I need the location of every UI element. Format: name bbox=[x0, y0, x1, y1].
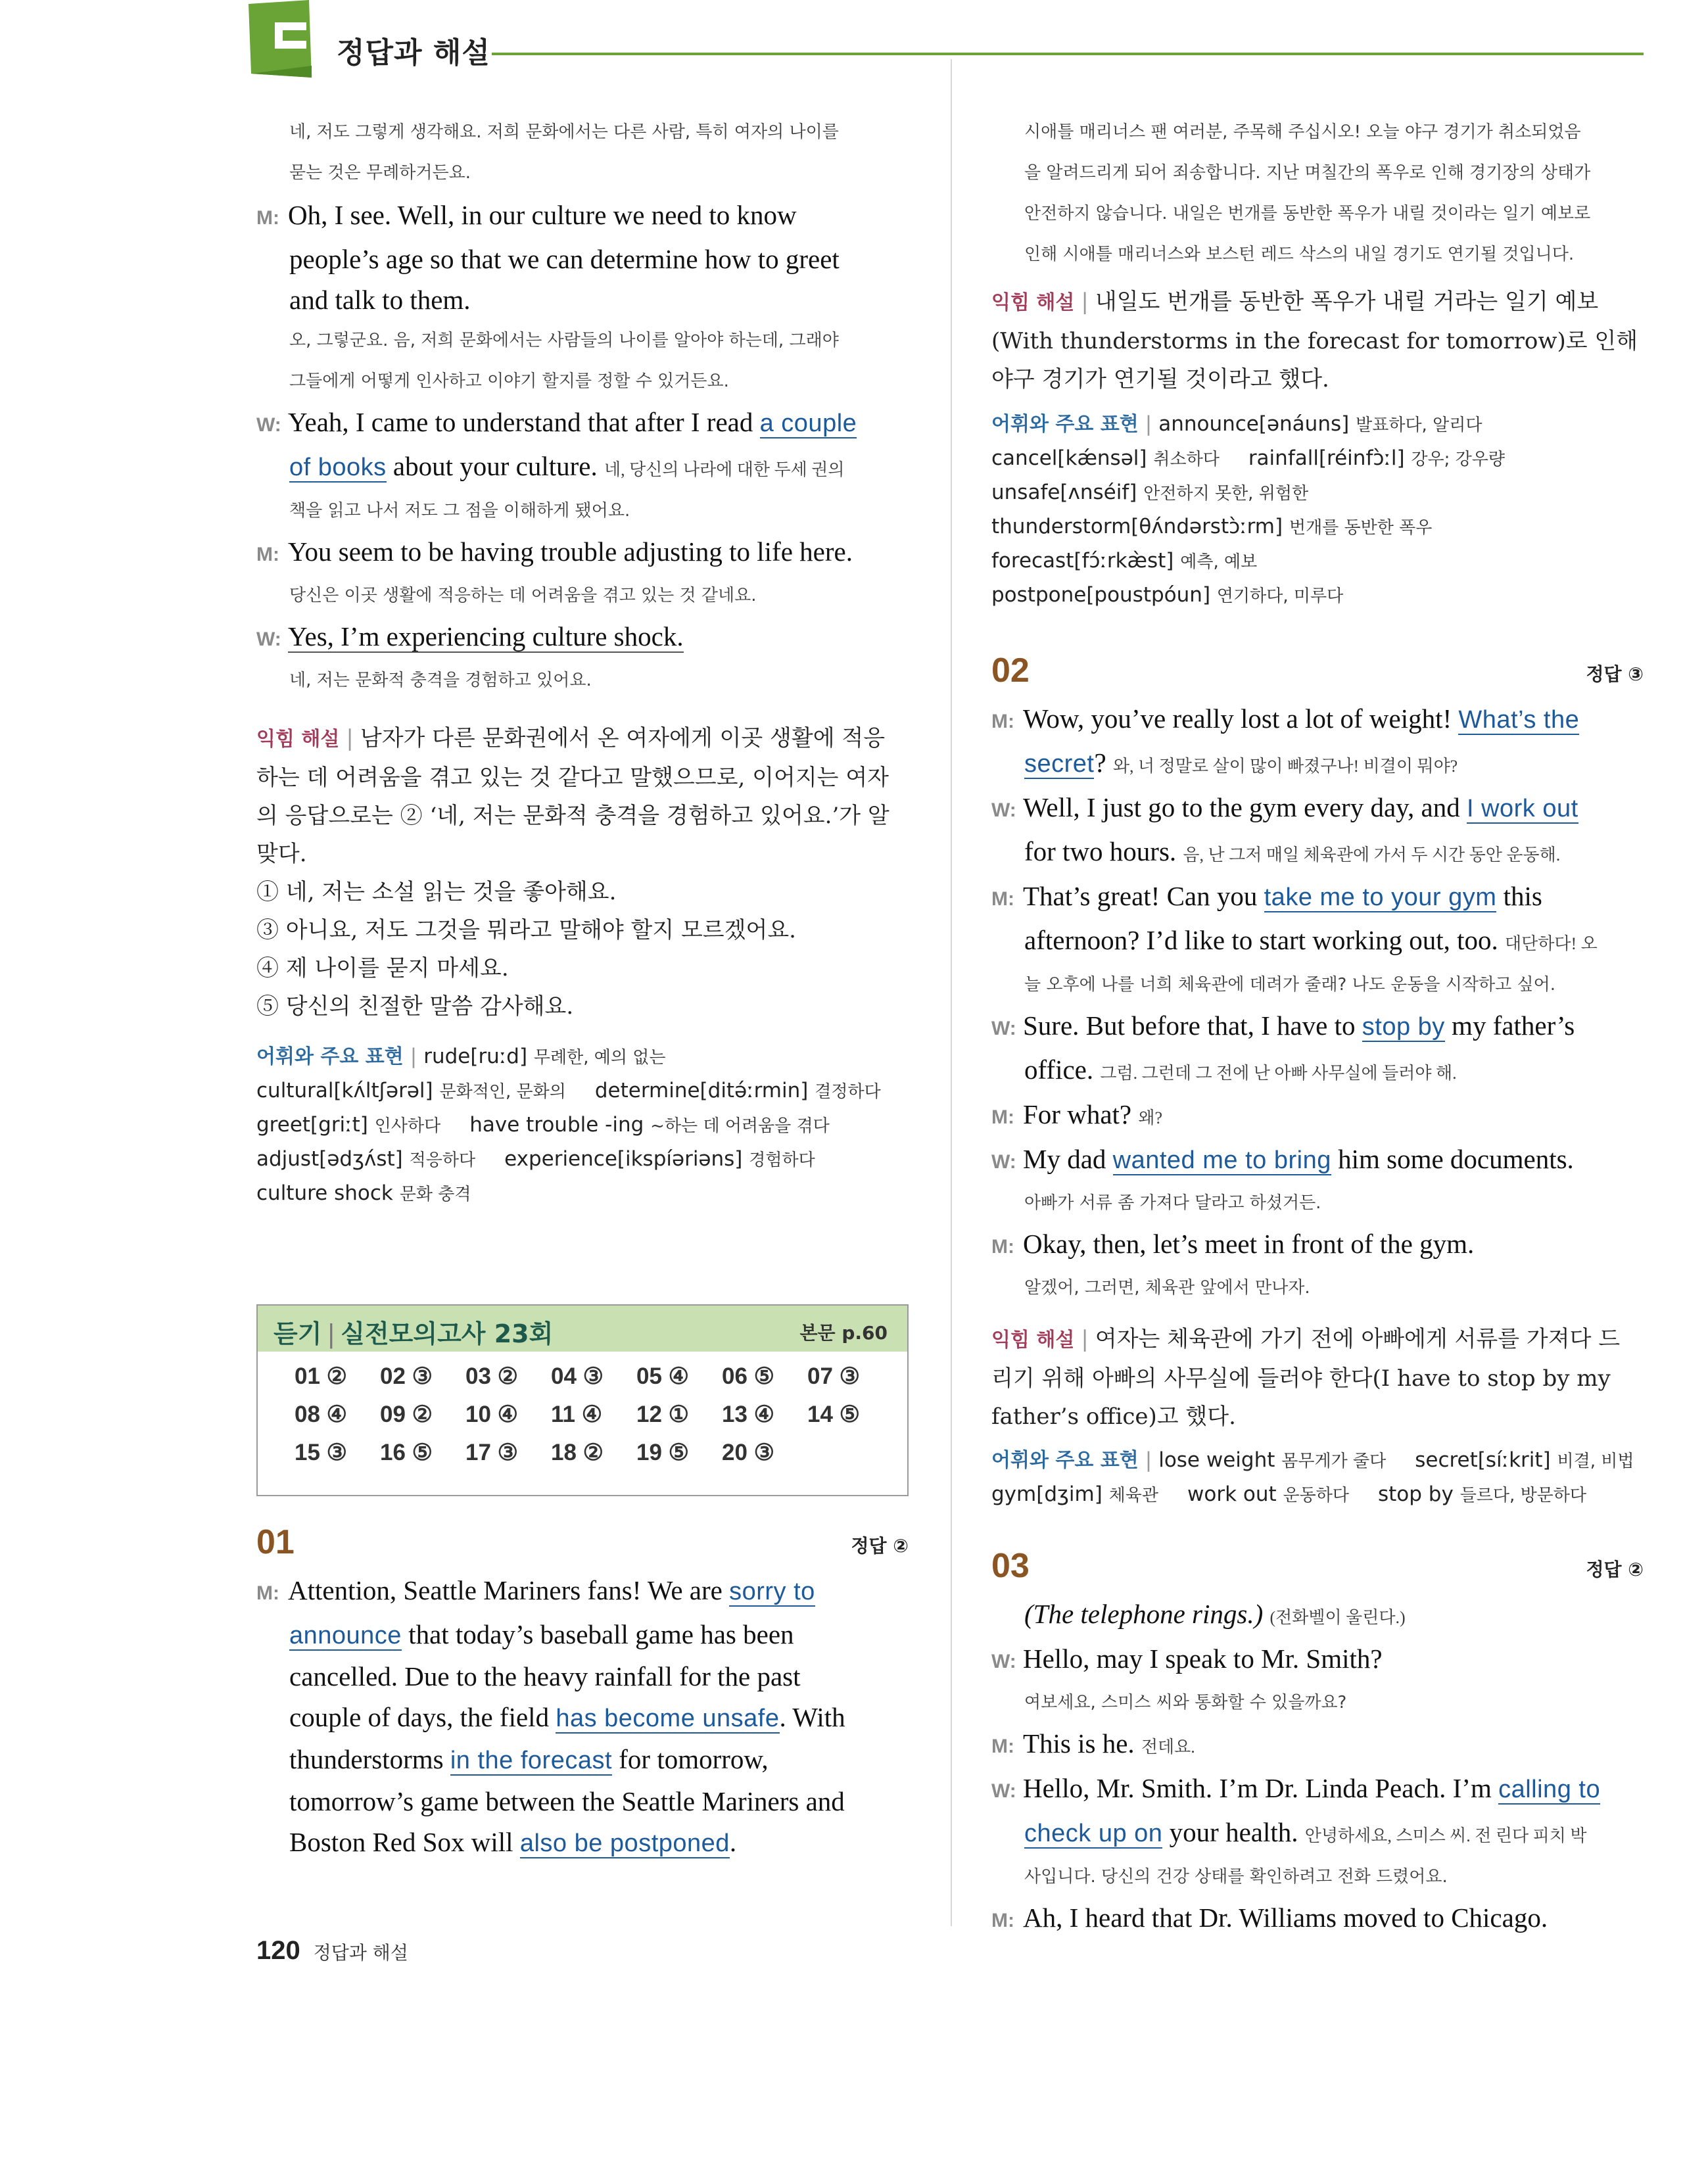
answer-key-header: 듣기 | 실전모의고사 23회 본문 p.60 bbox=[258, 1306, 907, 1352]
blank-answer: secret bbox=[1024, 750, 1095, 778]
blank-answer: I work out bbox=[1466, 795, 1578, 822]
speaker-label: W: bbox=[991, 1780, 1016, 1802]
answer-cell: 14 ⑤ bbox=[807, 1402, 861, 1427]
answer-cell: 03 ② bbox=[465, 1363, 519, 1389]
header-title: 정답과 해설 bbox=[337, 36, 490, 70]
answer-cell: 16 ⑤ bbox=[380, 1440, 433, 1465]
speaker-label: M: bbox=[256, 207, 279, 229]
answer-cell: 02 ③ bbox=[380, 1363, 433, 1389]
header-rule bbox=[492, 53, 1644, 55]
question-02: 02 정답 ③ M: Wow, you’ve really lost a lot of weight! What’s the secret? 와, 너 정말로 살이 많이 빠졌구나! 비결이 뭐야? W: Well, I just go to the gym every day, and I work out for two hours. 음, 난 그저 매일 체육관에 가서 두 시간 동안 운동해. M: That’s great! Can you take me to your gym this afternoon? I’d like to start working out, too. 대단하다! 오 늘 오후에 나를 너희 체육관에 데려가 줄래? 나도 운동을 시작하고 싶어. W: Sure. But before that, I have to stop by my father’s office. 그럼. 그런데 그 전에 난 아빠 사무실에 들러야 해. M: For what? 왜? W: My dad wanted me to bring him some documents. 아빠가 서류 좀 가져다 달라고 하셨거든. M: Okay, then, let’s meet in front of the gym. 알겠어, 그러면, 체육관 앞에서 만나자. bbox=[991, 651, 1644, 1298]
blank-answer: sorry to bbox=[729, 1578, 815, 1605]
answer-grid bbox=[295, 1363, 893, 1473]
answer-cell: 10 ④ bbox=[465, 1402, 519, 1427]
answer-cell: 18 ② bbox=[551, 1440, 604, 1465]
left-column bbox=[256, 112, 909, 1211]
speaker-label: W: bbox=[991, 799, 1016, 821]
option-item: ④ 제 나이를 묻지 마세요. bbox=[256, 955, 509, 981]
question-answer: 정답 ③ bbox=[1586, 663, 1644, 685]
blank-answer: What’s the bbox=[1458, 706, 1580, 734]
hint-section: 익힘 해설 | 여자는 체육관에 가기 전에 아빠에게 서류를 가져다 드 리기 위해 아빠의 사무실에 들러야 한다(I have to stop by my father’s office)고 했다. bbox=[991, 1326, 1621, 1430]
speaker-label: M: bbox=[991, 1910, 1014, 1931]
answer-cell: 15 ③ bbox=[295, 1440, 348, 1465]
answer-cell: 01 ② bbox=[295, 1363, 348, 1389]
hint-label: 익힘 해설 bbox=[256, 728, 340, 751]
answer-cell: 04 ③ bbox=[551, 1363, 604, 1389]
answer-cell: 17 ③ bbox=[465, 1440, 519, 1465]
answer-cell: 08 ④ bbox=[295, 1402, 348, 1427]
option-item: ① 네, 저는 소설 읽는 것을 좋아해요. bbox=[256, 879, 617, 905]
question-01: 01 정답 ② M: Attention, Seattle Mariners fans! We are sorry to announce that today’s baseball game has been cancelled. Due to the heavy rainfall for the past couple of days, the field has become unsafe. With thunderstorms in the forecast for tomorrow, tomorrow’s game between the Seattle Mariners and Boston Red Sox will also be postponed. bbox=[256, 1523, 909, 1857]
answer-cell: 11 ④ bbox=[551, 1402, 603, 1427]
hint-label: 익힘 해설 bbox=[991, 291, 1075, 314]
blank-answer: wanted me to bring bbox=[1112, 1146, 1331, 1174]
translation-block: 오, 그렇군요. 음, 저희 문화에서는 사람들의 나이를 알아야 하는데, 그래야 그들에게 어떻게 인사하고 이야기 할지를 정할 수 있거든요. bbox=[289, 331, 839, 391]
footer-text: 정답과 해설 bbox=[313, 1942, 408, 1964]
vocab-section: 어휘와 주요 표현 | rude[ruːd] 무례한, 예의 없는 cultural[kʌ́ltʃərəl] 문화적인, 문화의 determine[ditə́ːrmin] 결정하다 greet[griːt] 인사하다 have trouble -ing ~하는 데 어려움을 겪다 adjust[ədʒʌ́st] 적응하다 experience[ikspíəriəns] 경험하다 culture shock 문화 충격 bbox=[256, 1045, 881, 1205]
answer-cell: 12 ① bbox=[636, 1402, 690, 1427]
translation-block: 네, 저도 그렇게 생각해요. 저희 문화에서는 다른 사람, 특히 여자의 나이를 묻는 것은 무례하거든요. bbox=[289, 122, 839, 183]
question-number: 02 bbox=[991, 651, 1030, 690]
blank-answer: announce bbox=[289, 1622, 402, 1649]
speaker-label: W: bbox=[256, 414, 281, 436]
blank-answer: take me to your gym bbox=[1264, 884, 1497, 911]
hint-section: 익힘 해설 | 내일도 번개를 동반한 폭우가 내릴 거라는 일기 예보 (With thunderstorms in the forecast for tomorrow)로 인해 야구 경기가 연기될 것이라고 했다. bbox=[991, 289, 1638, 392]
option-item: ⑤ 당신의 친절한 말씀 감사해요. bbox=[256, 993, 574, 1020]
speaker-label: W: bbox=[991, 1651, 1016, 1672]
speaker-label: M: bbox=[256, 1582, 279, 1604]
answer-cell: 05 ④ bbox=[636, 1363, 690, 1389]
page-reference: 본문 p.60 bbox=[799, 1322, 888, 1344]
vocab-label: 어휘와 주요 표현 bbox=[256, 1045, 404, 1068]
question-03: 03 정답 ② (The telephone rings.) (전화벨이 울린다.) W: Hello, may I speak to Mr. Smith? 여보세요, 스미스 씨와 통화할 수 있을까요? M: This is he. 전데요. W: Hello, Mr. Smith. I’m Dr. Linda Peach. I’m calling to check up on your health. 안녕하세요, 스미스 씨. 전 린다 피치 박 사입니다. 당신의 건강 상태를 확인하려고 전화 드렸어요. M: Ah, I heard that Dr. Williams moved to Chicago. bbox=[991, 1546, 1644, 1941]
question-answer: 정답 ② bbox=[851, 1535, 909, 1557]
page-number: 120 bbox=[256, 1936, 300, 1965]
answer-cell: 07 ③ bbox=[807, 1363, 861, 1389]
dialogue-line: W: Yeah, I came to understand that after I read a couple of books about your culture. 네, 당신의 나라에 대한 두세 권의 책을 읽고 나서 저도 그 점을 이해하게 됐어요. bbox=[256, 402, 909, 531]
blank-answer: of books bbox=[289, 454, 387, 481]
column-divider bbox=[951, 59, 952, 1926]
speaker-label: M: bbox=[256, 544, 279, 565]
answer-cell: 09 ② bbox=[380, 1402, 433, 1427]
stage-direction: (The telephone rings.) bbox=[1024, 1599, 1264, 1629]
vocab-label: 어휘와 주요 표현 bbox=[991, 1449, 1139, 1472]
speaker-label: M: bbox=[991, 1106, 1014, 1128]
dialogue-line: M: Oh, I see. Well, in our culture we need to know people’s age so that we can determine how to greet and talk to them. bbox=[256, 195, 909, 320]
answer-cell: 20 ③ bbox=[722, 1440, 775, 1465]
question-number: 03 bbox=[991, 1547, 1030, 1585]
section-tab-icon bbox=[249, 0, 327, 78]
question-number: 01 bbox=[256, 1523, 295, 1561]
speaker-label: M: bbox=[991, 1236, 1014, 1258]
speaker-label: M: bbox=[991, 711, 1014, 732]
blank-answer: in the forecast bbox=[450, 1747, 613, 1774]
translation-block: 시애틀 매리너스 팬 여러분, 주목해 주십시오! 오늘 야구 경기가 취소되었음 을 알려드리게 되어 죄송합니다. 지난 며칠간의 폭우로 인해 경기장의 상태가 안전하지 않습니다. 내일은 번개를 동반한 폭우가 내릴 것이라는 일기 예보로 인해 시애틀 매리너스와 보스턴 레드 삭스의 내일 경기도 연기될 것입니다. bbox=[1024, 122, 1591, 264]
dialogue-line: W: Yes, I’m experiencing culture shock. 네, 저는 문화적 충격을 경험하고 있어요. bbox=[256, 616, 909, 701]
answer-cell: 19 ⑤ bbox=[636, 1440, 690, 1465]
speaker-label: W: bbox=[991, 1018, 1016, 1039]
blank-answer: stop by bbox=[1362, 1013, 1445, 1041]
answer-sentence: Yes, I’m experiencing culture shock. bbox=[288, 621, 684, 651]
blank-answer: check up on bbox=[1024, 1820, 1163, 1847]
speaker-label: W: bbox=[991, 1151, 1016, 1173]
speaker-label: M: bbox=[991, 888, 1014, 910]
option-item: ③ 아니요, 저도 그것을 뭐라고 말해야 할지 모르겠어요. bbox=[256, 917, 796, 943]
vocab-section: 어휘와 주요 표현 | announce[ənáuns] 발표하다, 알리다 cancel[kǽnsəl] 취소하다 rainfall[réinfɔ̀ːl] 강우; 강우량 unsafe[ʌnséif] 안전하지 못한, 위험한 thunderstorm[θʌ́ndərstɔ̀ːrm] 번개를 동반한 폭우 forecast[fɔ́ːrkæ̀st] 예측, 예보 postpone[poustpóun] 연기하다, 미루다 bbox=[991, 412, 1506, 607]
question-answer: 정답 ② bbox=[1586, 1559, 1644, 1580]
dialogue-line: M: You seem to be having trouble adjusting to life here. 당신은 이곳 생활에 적응하는 데 어려움을 겪고 있는 것 같네요. bbox=[256, 531, 909, 616]
right-column bbox=[991, 112, 1644, 1941]
speaker-label: M: bbox=[991, 1736, 1014, 1757]
blank-answer: a couple bbox=[759, 410, 857, 437]
page-footer bbox=[256, 1936, 408, 1966]
blank-answer: also be postponed bbox=[519, 1830, 730, 1857]
blank-answer: calling to bbox=[1498, 1776, 1601, 1803]
hint-label: 익힘 해설 bbox=[991, 1329, 1075, 1352]
answer-cell: 06 ⑤ bbox=[722, 1363, 775, 1389]
blank-answer: has become unsafe bbox=[556, 1705, 780, 1732]
speaker-label: W: bbox=[256, 628, 281, 650]
vocab-section: 어휘와 주요 표현 | lose weight 몸무게가 줄다 secret[síːkrit] 비결, 비법 gym[dʒim] 체육관 work out 운동하다 stop by 들르다, 방문하다 bbox=[991, 1448, 1634, 1506]
answer-key-box bbox=[256, 1304, 909, 1496]
vocab-label: 어휘와 주요 표현 bbox=[991, 413, 1139, 436]
hint-section: 익힘 해설 | 남자가 다른 문화권에서 온 여자에게 이곳 생활에 적응 하는 데 어려움을 겪고 있는 것 같다고 말했으므로, 이어지는 여자 의 응답으로는 ② ‘네, 저는 문화적 충격을 경험하고 있어요.’가 알 맞다. ① 네, 저는 소설 읽는 것을 좋아해요. ③ 아니요, 저도 그것을 뭐라고 말해야 할지 모르겠어요. ④ 제 나이를 묻지 마세요. ⑤ 당신의 친절한 말씀 감사해요. bbox=[256, 719, 909, 1026]
answer-cell: 13 ④ bbox=[722, 1402, 775, 1427]
